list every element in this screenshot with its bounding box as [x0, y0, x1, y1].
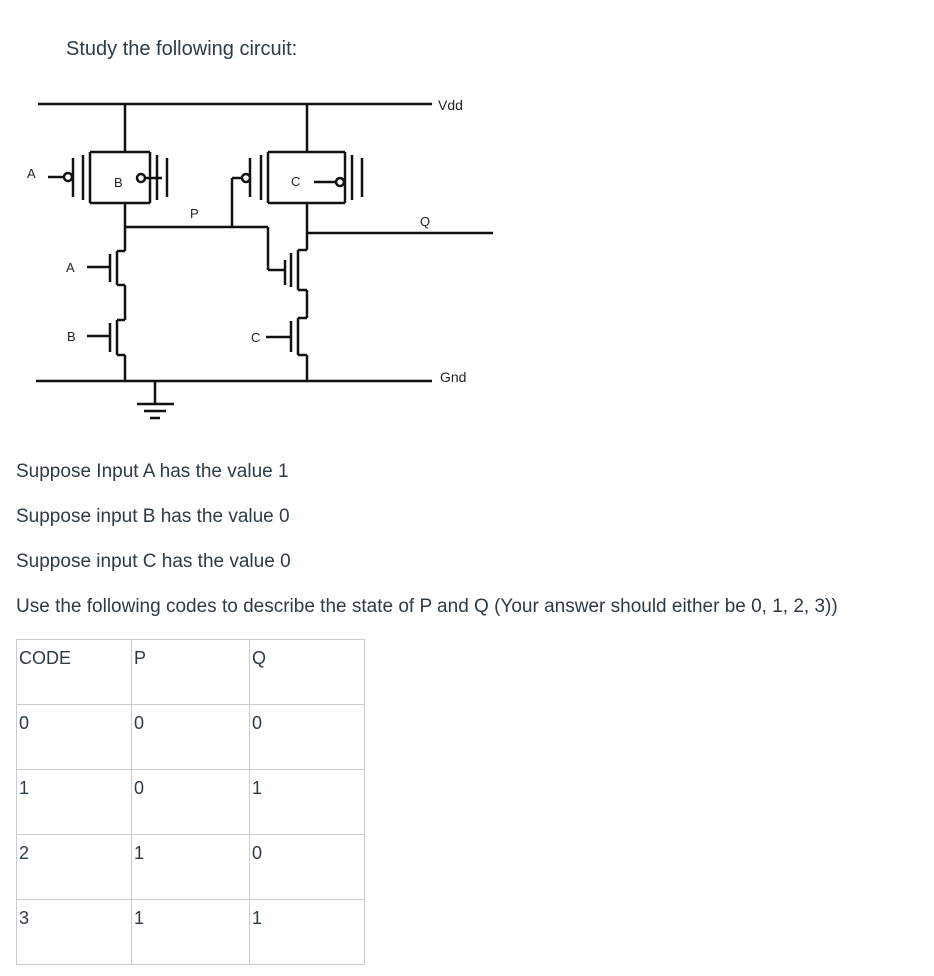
- instructions-text: Use the following codes to describe the state of P and Q (Your answer should either be 0, 1, 2, 3)): [16, 596, 838, 617]
- ground-symbol: [137, 381, 174, 418]
- nmos-left-series: [87, 227, 125, 381]
- cell-p: 1: [132, 835, 250, 900]
- cell-code: 1: [17, 770, 132, 835]
- table-row: [17, 705, 365, 770]
- cell-p: 0: [132, 705, 250, 770]
- pmos-left-pair: [48, 104, 167, 227]
- table-row: [17, 770, 365, 835]
- pmos-right-pair: [232, 104, 362, 233]
- header-q: Q: [250, 640, 365, 705]
- question-title: Study the following circuit:: [66, 38, 298, 60]
- pmos-c-gate-label: C: [291, 174, 301, 189]
- cell-code: 2: [17, 835, 132, 900]
- table-row: [17, 835, 365, 900]
- statement-input-a: Suppose Input A has the value 1: [16, 461, 289, 482]
- p-to-nmos-gate-wire: [268, 227, 285, 285]
- cell-q: 0: [250, 705, 365, 770]
- cell-q: 0: [250, 835, 365, 900]
- nmos-right-series: [266, 233, 307, 381]
- nmos-a-gate-label: A: [66, 260, 75, 275]
- nmos-b-gate-label: B: [67, 329, 76, 344]
- statement-input-c: Suppose input C has the value 0: [16, 551, 291, 572]
- pmos-b-gate-label: B: [114, 175, 123, 190]
- pmos-a-gate-label: A: [27, 166, 36, 181]
- cell-q: 1: [250, 770, 365, 835]
- cell-code: 0: [17, 705, 132, 770]
- header-code: CODE: [17, 640, 132, 705]
- vdd-label: Vdd: [438, 97, 463, 113]
- statement-input-b: Suppose input B has the value 0: [16, 506, 290, 527]
- cell-p: 0: [132, 770, 250, 835]
- gnd-label: Gnd: [440, 369, 467, 385]
- table-header-row: [17, 640, 365, 705]
- cell-p: 1: [132, 900, 250, 965]
- node-p-label: P: [190, 206, 199, 221]
- cell-q: 1: [250, 900, 365, 965]
- codes-table: [16, 639, 365, 965]
- nmos-c-gate-label: C: [251, 330, 261, 345]
- table-row: [17, 900, 365, 965]
- header-p: P: [132, 640, 250, 705]
- cmos-circuit-diagram: [0, 0, 934, 440]
- cell-code: 3: [17, 900, 132, 965]
- node-q-label: Q: [420, 214, 431, 229]
